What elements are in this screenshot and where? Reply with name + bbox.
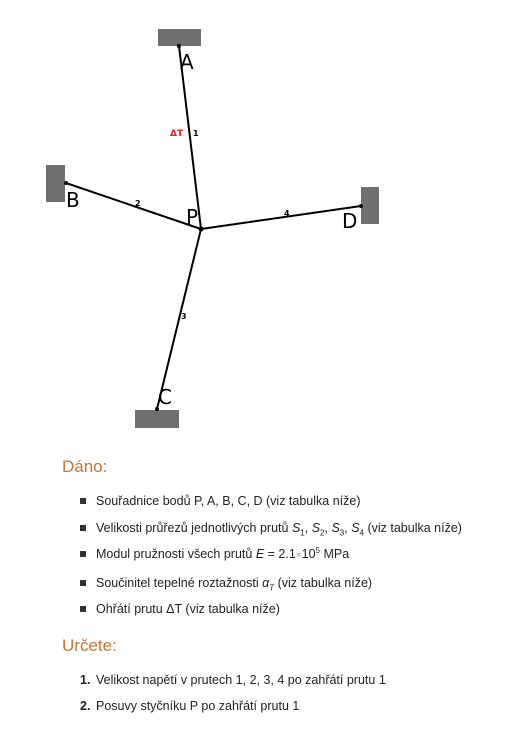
alpha-sub: T — [269, 583, 275, 592]
support-d — [361, 187, 379, 224]
find-number-1: 1. — [80, 673, 91, 687]
find-text-2: Posuvy styčníku P po zahřátí prutu 1 — [96, 699, 300, 713]
member-label-3: 3 — [181, 312, 187, 321]
area-sub-3: 3 — [339, 528, 345, 537]
given-alpha-suffix: (viz tabulka níže) — [274, 575, 373, 590]
joint-a — [177, 44, 181, 48]
bullet-icon — [80, 498, 86, 504]
support-c — [135, 410, 179, 428]
area-symbol: S — [351, 520, 360, 535]
member-label-2: 2 — [135, 199, 141, 208]
find-heading: Určete: — [62, 636, 117, 655]
modulus-value: = 2.1 — [264, 547, 296, 561]
point-label-c: C — [158, 385, 172, 409]
area-sub-4: 4 — [359, 528, 364, 537]
point-label-p: P — [186, 205, 199, 229]
area-sub-1: 1 — [300, 528, 305, 537]
list-item — [80, 488, 462, 515]
find-number-2: 2. — [80, 699, 91, 713]
given-heading: Dáno: — [62, 457, 108, 476]
support-b — [46, 165, 65, 202]
given-modulus-text: Modul pružnosti všech prutů — [96, 547, 256, 561]
member-label-1: 1 — [193, 129, 199, 138]
joint-b — [64, 181, 68, 185]
given-alpha-text: Součinitel tepelné roztažnosti — [96, 575, 263, 590]
member-2 — [66, 183, 201, 229]
joint-d — [359, 204, 363, 208]
point-label-a: A — [180, 50, 194, 74]
find-text-1: Velikost napětí v prutech 1, 2, 3, 4 po zahřátí prutu 1 — [96, 673, 386, 687]
list-item — [80, 515, 462, 542]
bullet-icon — [80, 551, 86, 557]
times-sign: × — [295, 550, 302, 561]
separator: , — [304, 520, 312, 535]
given-coords: Souřadnice bodů P, A, B, C, D (viz tabulka níže) — [96, 494, 361, 508]
find-list — [80, 667, 386, 719]
list-item — [80, 570, 462, 597]
member-4 — [201, 206, 361, 229]
list-item — [80, 667, 386, 693]
given-list — [80, 488, 462, 623]
list-item — [80, 596, 462, 623]
area-sub-2: 2 — [320, 528, 325, 537]
power-exponent: 5 — [315, 545, 320, 555]
area-symbol: S — [331, 520, 340, 535]
point-label-b: B — [66, 188, 80, 212]
separator: , — [324, 520, 332, 535]
separator: , — [344, 520, 352, 535]
area-symbol: S — [291, 520, 301, 535]
modulus-unit: MPa — [319, 547, 350, 561]
power-base: 10 — [301, 547, 316, 561]
support-a — [158, 29, 201, 46]
modulus-symbol: E — [255, 547, 265, 561]
bullet-icon — [80, 525, 86, 531]
given-heat: Ohřátí prutu ΔT (viz tabulka níže) — [96, 602, 280, 616]
point-label-d: D — [342, 209, 358, 233]
given-areas-suffix: (viz tabulka níže) — [363, 520, 462, 535]
area-symbol: S — [311, 520, 321, 535]
alpha-symbol: α — [262, 575, 270, 590]
member-3 — [157, 229, 201, 409]
bullet-icon — [80, 606, 86, 612]
heat-label: ΔT — [170, 129, 184, 139]
given-areas-text: Velikosti průřezů jednotlivých prutů — [96, 520, 292, 535]
member-label-4: 4 — [284, 209, 290, 218]
bullet-icon — [80, 580, 86, 586]
list-item — [80, 693, 386, 719]
list-item — [80, 541, 462, 570]
joint-p — [199, 227, 204, 232]
